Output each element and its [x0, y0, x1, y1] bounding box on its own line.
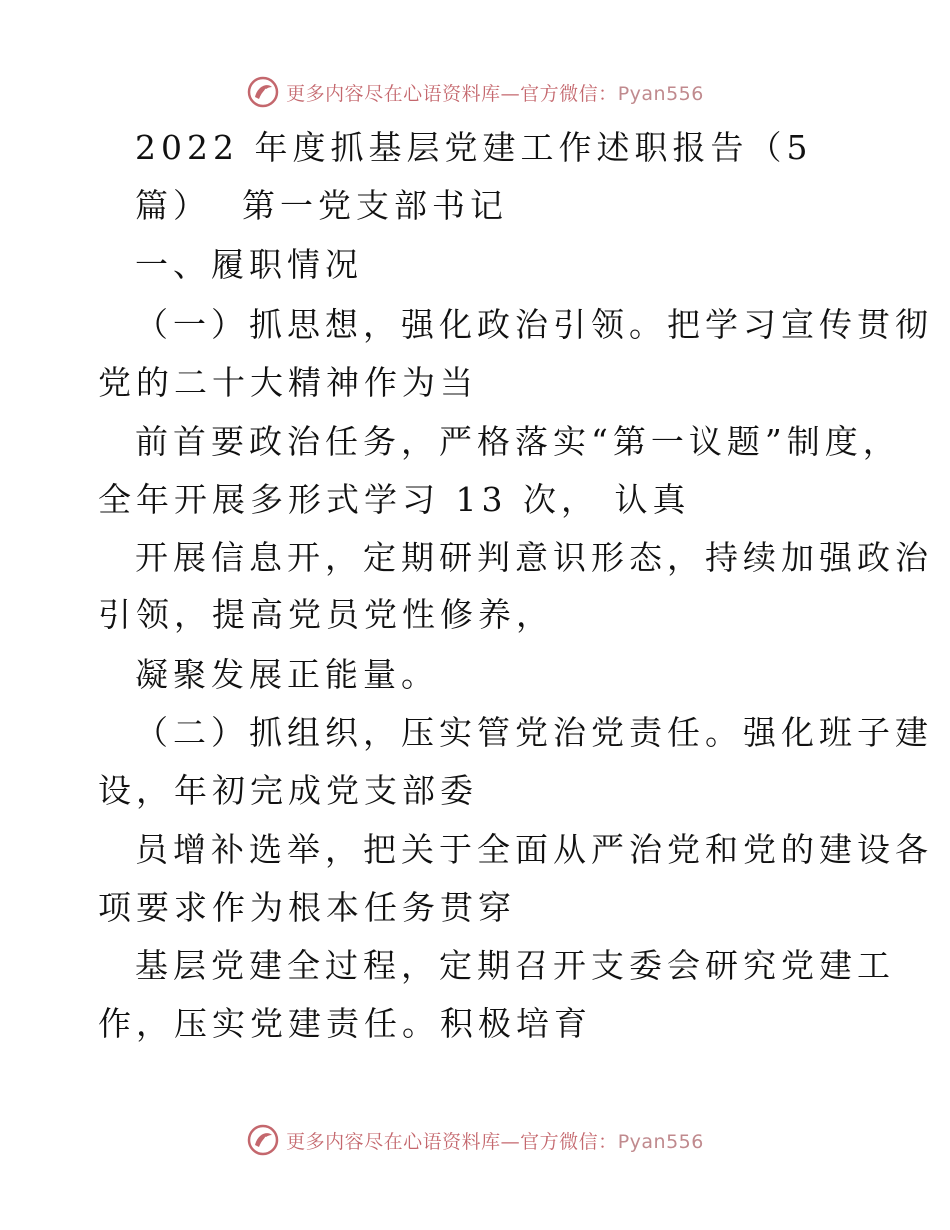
watermark-main-text: 更多内容尽在心语资料库 [286, 1130, 501, 1153]
paragraph-line: 设，年初完成党支部委 [98, 771, 478, 810]
paragraph-line: 基层党建全过程，定期召开支委会研究党建工 [135, 946, 895, 985]
paragraph-line: （二）抓组织，压实管党治党责任。强化班子建 [135, 713, 933, 752]
paragraph-line: 开展信息开，定期研判意识形态，持续加强政治 [135, 538, 933, 577]
paragraph-line: （一）抓思想，强化政治引领。把学习宣传贯彻 [135, 305, 933, 344]
document-title-continued: 篇） 第一党支部书记 [135, 186, 508, 225]
watermark-main-text: 更多内容尽在心语资料库 [286, 82, 501, 105]
paragraph-line: 党的二十大精神作为当 [98, 363, 478, 402]
paragraph-line: 员增补选举，把关于全面从严治党和党的建设各 [135, 830, 933, 869]
brand-logo-icon [246, 1123, 280, 1157]
watermark-official-text: 官方微信： [520, 1130, 618, 1153]
watermark-wechat-id: Pyan556 [617, 82, 704, 105]
paragraph-line: 全年开展多形式学习 13 次， 认真 [98, 480, 691, 519]
header-watermark [0, 72, 950, 112]
paragraph-line: 凝聚发展正能量。 [135, 655, 439, 694]
paragraph-line: 引领，提高党员党性修养， [98, 595, 554, 634]
watermark-wechat-id: Pyan556 [617, 1130, 704, 1153]
watermark-dash: — [500, 1130, 521, 1153]
footer-watermark [0, 1120, 950, 1160]
paragraph-line: 项要求作为根本任务贯穿 [98, 888, 516, 927]
watermark-official-text: 官方微信： [520, 82, 618, 105]
paragraph-line: 前首要政治任务，严格落实“第一议题”制度， [135, 422, 901, 461]
watermark-dash: — [500, 82, 521, 105]
document-title: 2022 年度抓基层党建工作述职报告（5 [135, 128, 813, 167]
section-heading: 一、履职情况 [135, 245, 363, 284]
paragraph-line: 作，压实党建责任。积极培育 [98, 1004, 592, 1043]
brand-logo-icon [246, 75, 280, 109]
